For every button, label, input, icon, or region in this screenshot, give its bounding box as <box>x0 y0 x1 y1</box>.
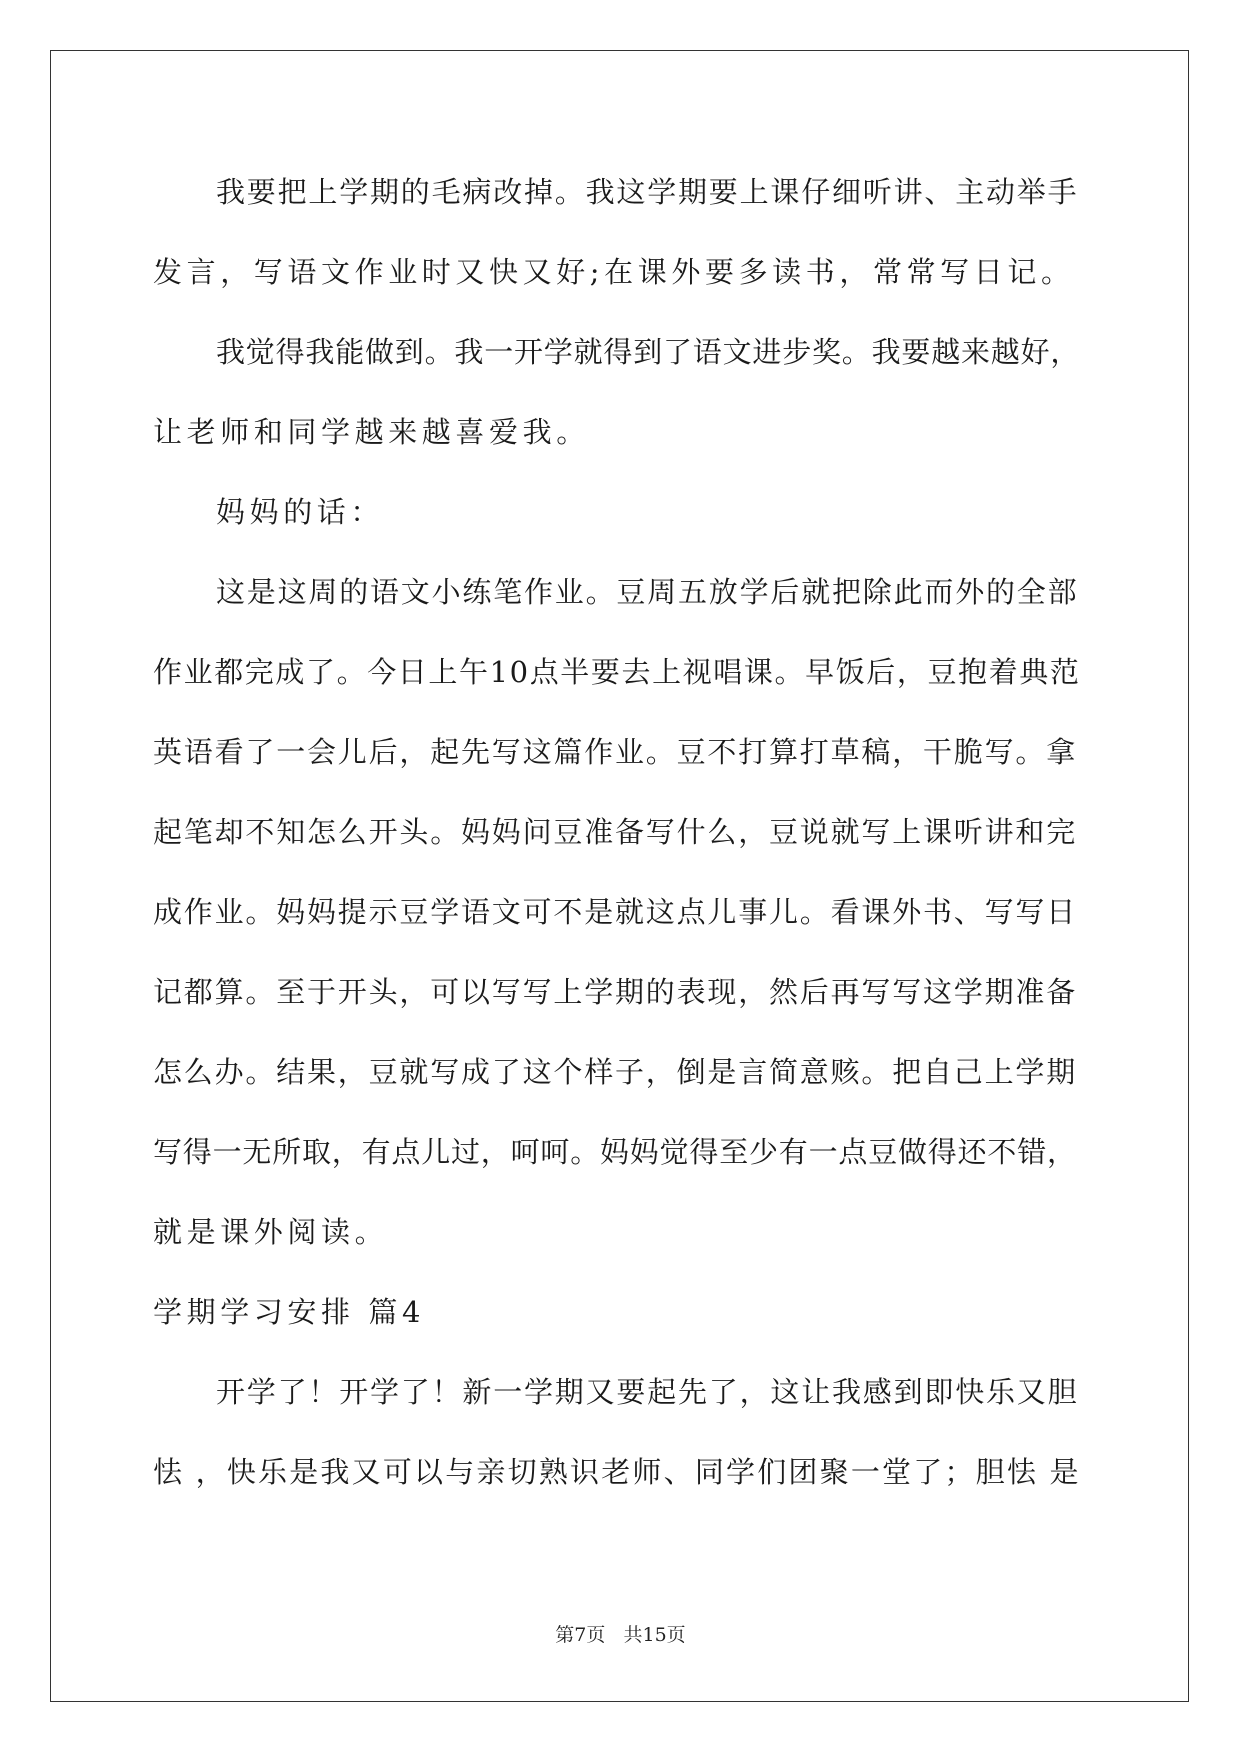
page-number-footer: 第7页 共15页 <box>555 1624 686 1646</box>
paragraph-line: 作业都完成了。今日上午10点半要去上视唱课。早饭后，豆抱着典范 <box>153 655 1081 689</box>
paragraph-line: 我觉得我能做到。我一开学就得到了语文进步奖。我要越来越好， <box>216 335 1081 369</box>
paragraph-line: 写得一无所取，有点儿过，呵呵。妈妈觉得至少有一点豆做得还不错， <box>153 1135 1077 1169</box>
section-heading: 学期学习安排 篇4 <box>153 1295 426 1329</box>
paragraph-line: 让老师和同学越来越喜爱我。 <box>153 415 590 449</box>
paragraph-line: 英语看了一会儿后，起先写这篇作业。豆不打算打草稿，干脆写。拿 <box>153 735 1078 769</box>
paragraph-line: 我要把上学期的毛病改掉。我这学期要上课仔细听讲、主动举手 <box>216 175 1079 209</box>
paragraph-line: 成作业。妈妈提示豆学语文可不是就这点儿事儿。看课外书、写写日 <box>153 895 1078 929</box>
paragraph-line: 发言，写语文作业时又快又好;在课外要多读书，常常写日记。 <box>153 255 1075 289</box>
paragraph-line: 起笔却不知怎么开头。妈妈问豆准备写什么，豆说就写上课听讲和完 <box>153 815 1078 849</box>
paragraph-line: 就是课外阅读。 <box>153 1215 389 1249</box>
paragraph-line: 怎么办。结果，豆就写成了这个样子，倒是言简意赅。把自己上学期 <box>153 1055 1078 1089</box>
paragraph-line: 记都算。至于开头，可以写写上学期的表现，然后再写写这学期准备 <box>153 975 1078 1009</box>
paragraph-line: 妈妈的话： <box>216 495 385 529</box>
paragraph-line: 开学了！开学了！新一学期又要起先了，这让我感到即快乐又胆 <box>216 1375 1079 1409</box>
paragraph-line: 这是这周的语文小练笔作业。豆周五放学后就把除此而外的全部 <box>216 575 1079 609</box>
paragraph-line: 怯 ，快乐是我又可以与亲切熟识老师、同学们团聚一堂了；胆怯 是 <box>153 1455 1081 1489</box>
